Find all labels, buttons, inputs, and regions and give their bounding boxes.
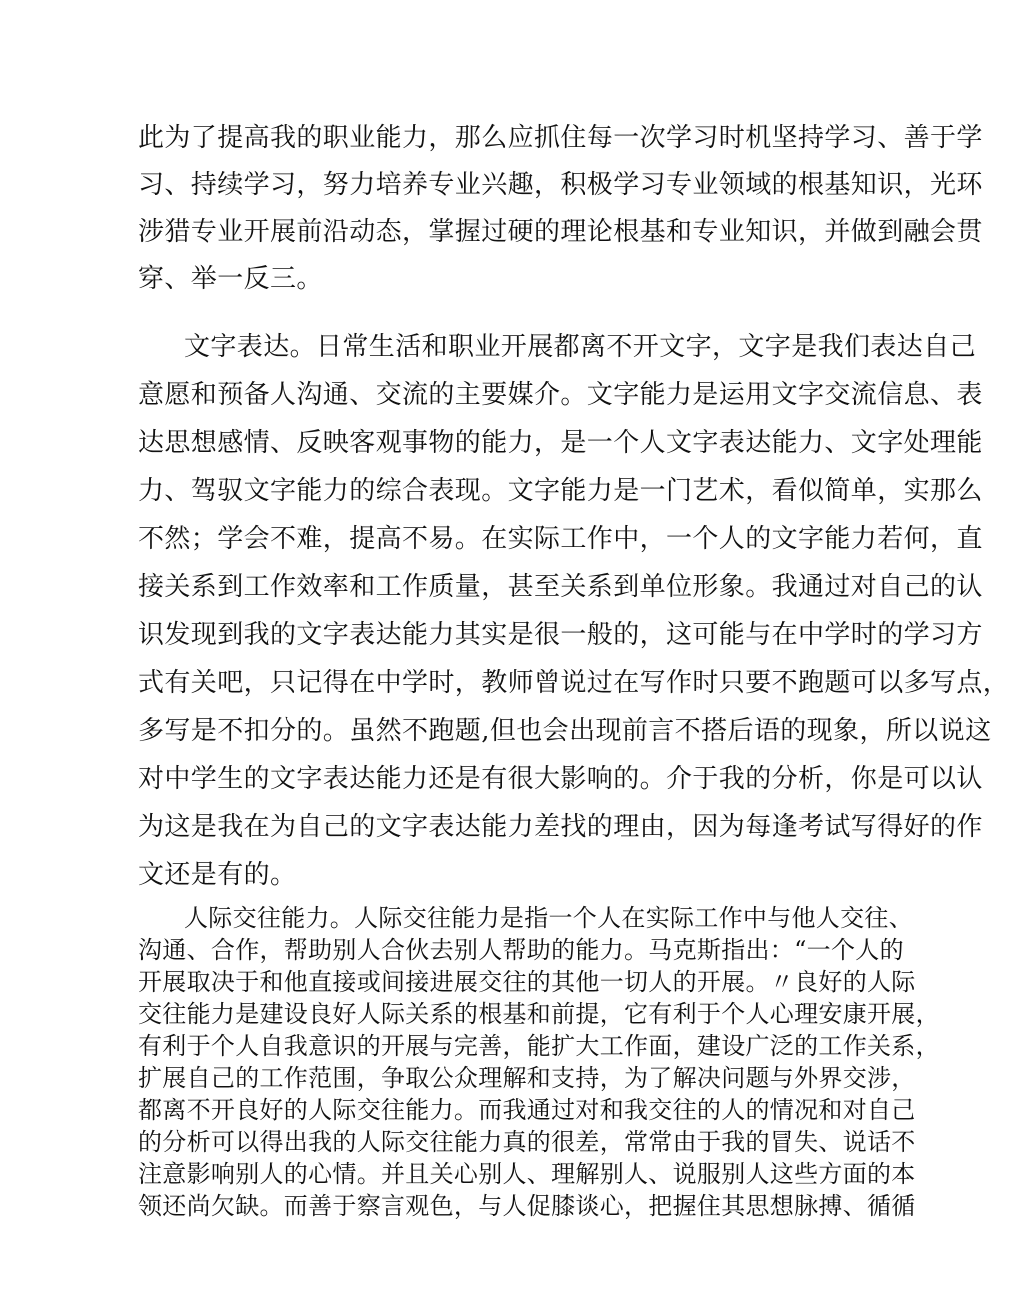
text-line: 文字表达。日常生活和职业开展都离不开文字，文字是我们表达自己 <box>184 332 977 362</box>
text-line: 此为了提高我的职业能力，那么应抓住每一次学习时机坚持学习、善于学 <box>138 123 983 153</box>
text-line: 式有关吧，只记得在中学时，教师曾说过在写作时只要不跑题可以多写点， <box>138 668 1009 698</box>
text-line: 接关系到工作效率和工作质量，甚至关系到单位形象。我通过对自己的认 <box>138 572 983 602</box>
text-line: 习、持续学习，努力培养专业兴趣，积极学习专业领域的根基知识，光环 <box>138 170 983 200</box>
text-line: 注意影响别人的心情。并且关心别人、理解别人、说服别人这些方面的本 <box>138 1160 916 1188</box>
text-line: 力、驾驭文字能力的综合表现。文字能力是一门艺术，看似简单，实那么 <box>138 476 983 506</box>
text-line: 识发现到我的文字表达能力其实是很一般的，这可能与在中学时的学习方 <box>138 620 983 650</box>
text-line: 达思想感情、反映客观事物的能力，是一个人文字表达能力、文字处理能 <box>138 428 983 458</box>
text-line: 为这是我在为自己的文字表达能力差找的理由，因为每逢考试写得好的作 <box>138 812 983 842</box>
text-line: 意愿和预备人沟通、交流的主要媒介。文字能力是运用文字交流信息、表 <box>138 380 983 410</box>
text-line: 涉猎专业开展前沿动态，掌握过硬的理论根基和专业知识，并做到融会贯 <box>138 217 983 247</box>
text-line: 不然；学会不难，提高不易。在实际工作中，一个人的文字能力若何，直 <box>138 524 983 554</box>
text-line: 都离不开良好的人际交往能力。而我通过对和我交往的人的情况和对自己 <box>138 1096 916 1124</box>
text-line: 有利于个人自我意识的开展与完善，能扩大工作面，建设广泛的工作关系， <box>138 1032 940 1060</box>
text-line: 对中学生的文字表达能力还是有很大影响的。介于我的分析，你是可以认 <box>138 764 983 794</box>
text-line: 开展取决于和他直接或间接进展交往的其他一切人的开展。〃良好的人际 <box>138 968 916 996</box>
text-line: 人际交往能力。人际交往能力是指一个人在实际工作中与他人交往、 <box>184 904 913 932</box>
text-line: 领还尚欠缺。而善于察言观色，与人促膝谈心，把握住其思想脉搏、循循 <box>138 1192 916 1220</box>
text-line: 文还是有的。 <box>138 860 297 890</box>
text-line: 穿、举一反三。 <box>138 264 323 294</box>
text-line: 的分析可以得出我的人际交往能力真的很差，常常由于我的冒失、说话不 <box>138 1128 916 1156</box>
text-line: 多写是不扣分的。虽然不跑题,但也会出现前言不搭后语的现象，所以说这 <box>138 716 992 746</box>
text-line: 沟通、合作，帮助别人合伙去别人帮助的能力。马克斯指出：“一个人的 <box>138 936 904 964</box>
text-line: 扩展自己的工作范围，争取公众理解和支持，为了解决问题与外界交涉， <box>138 1064 916 1092</box>
text-line: 交往能力是建设良好人际关系的根基和前提，它有利于个人心理安康开展， <box>138 1000 940 1028</box>
